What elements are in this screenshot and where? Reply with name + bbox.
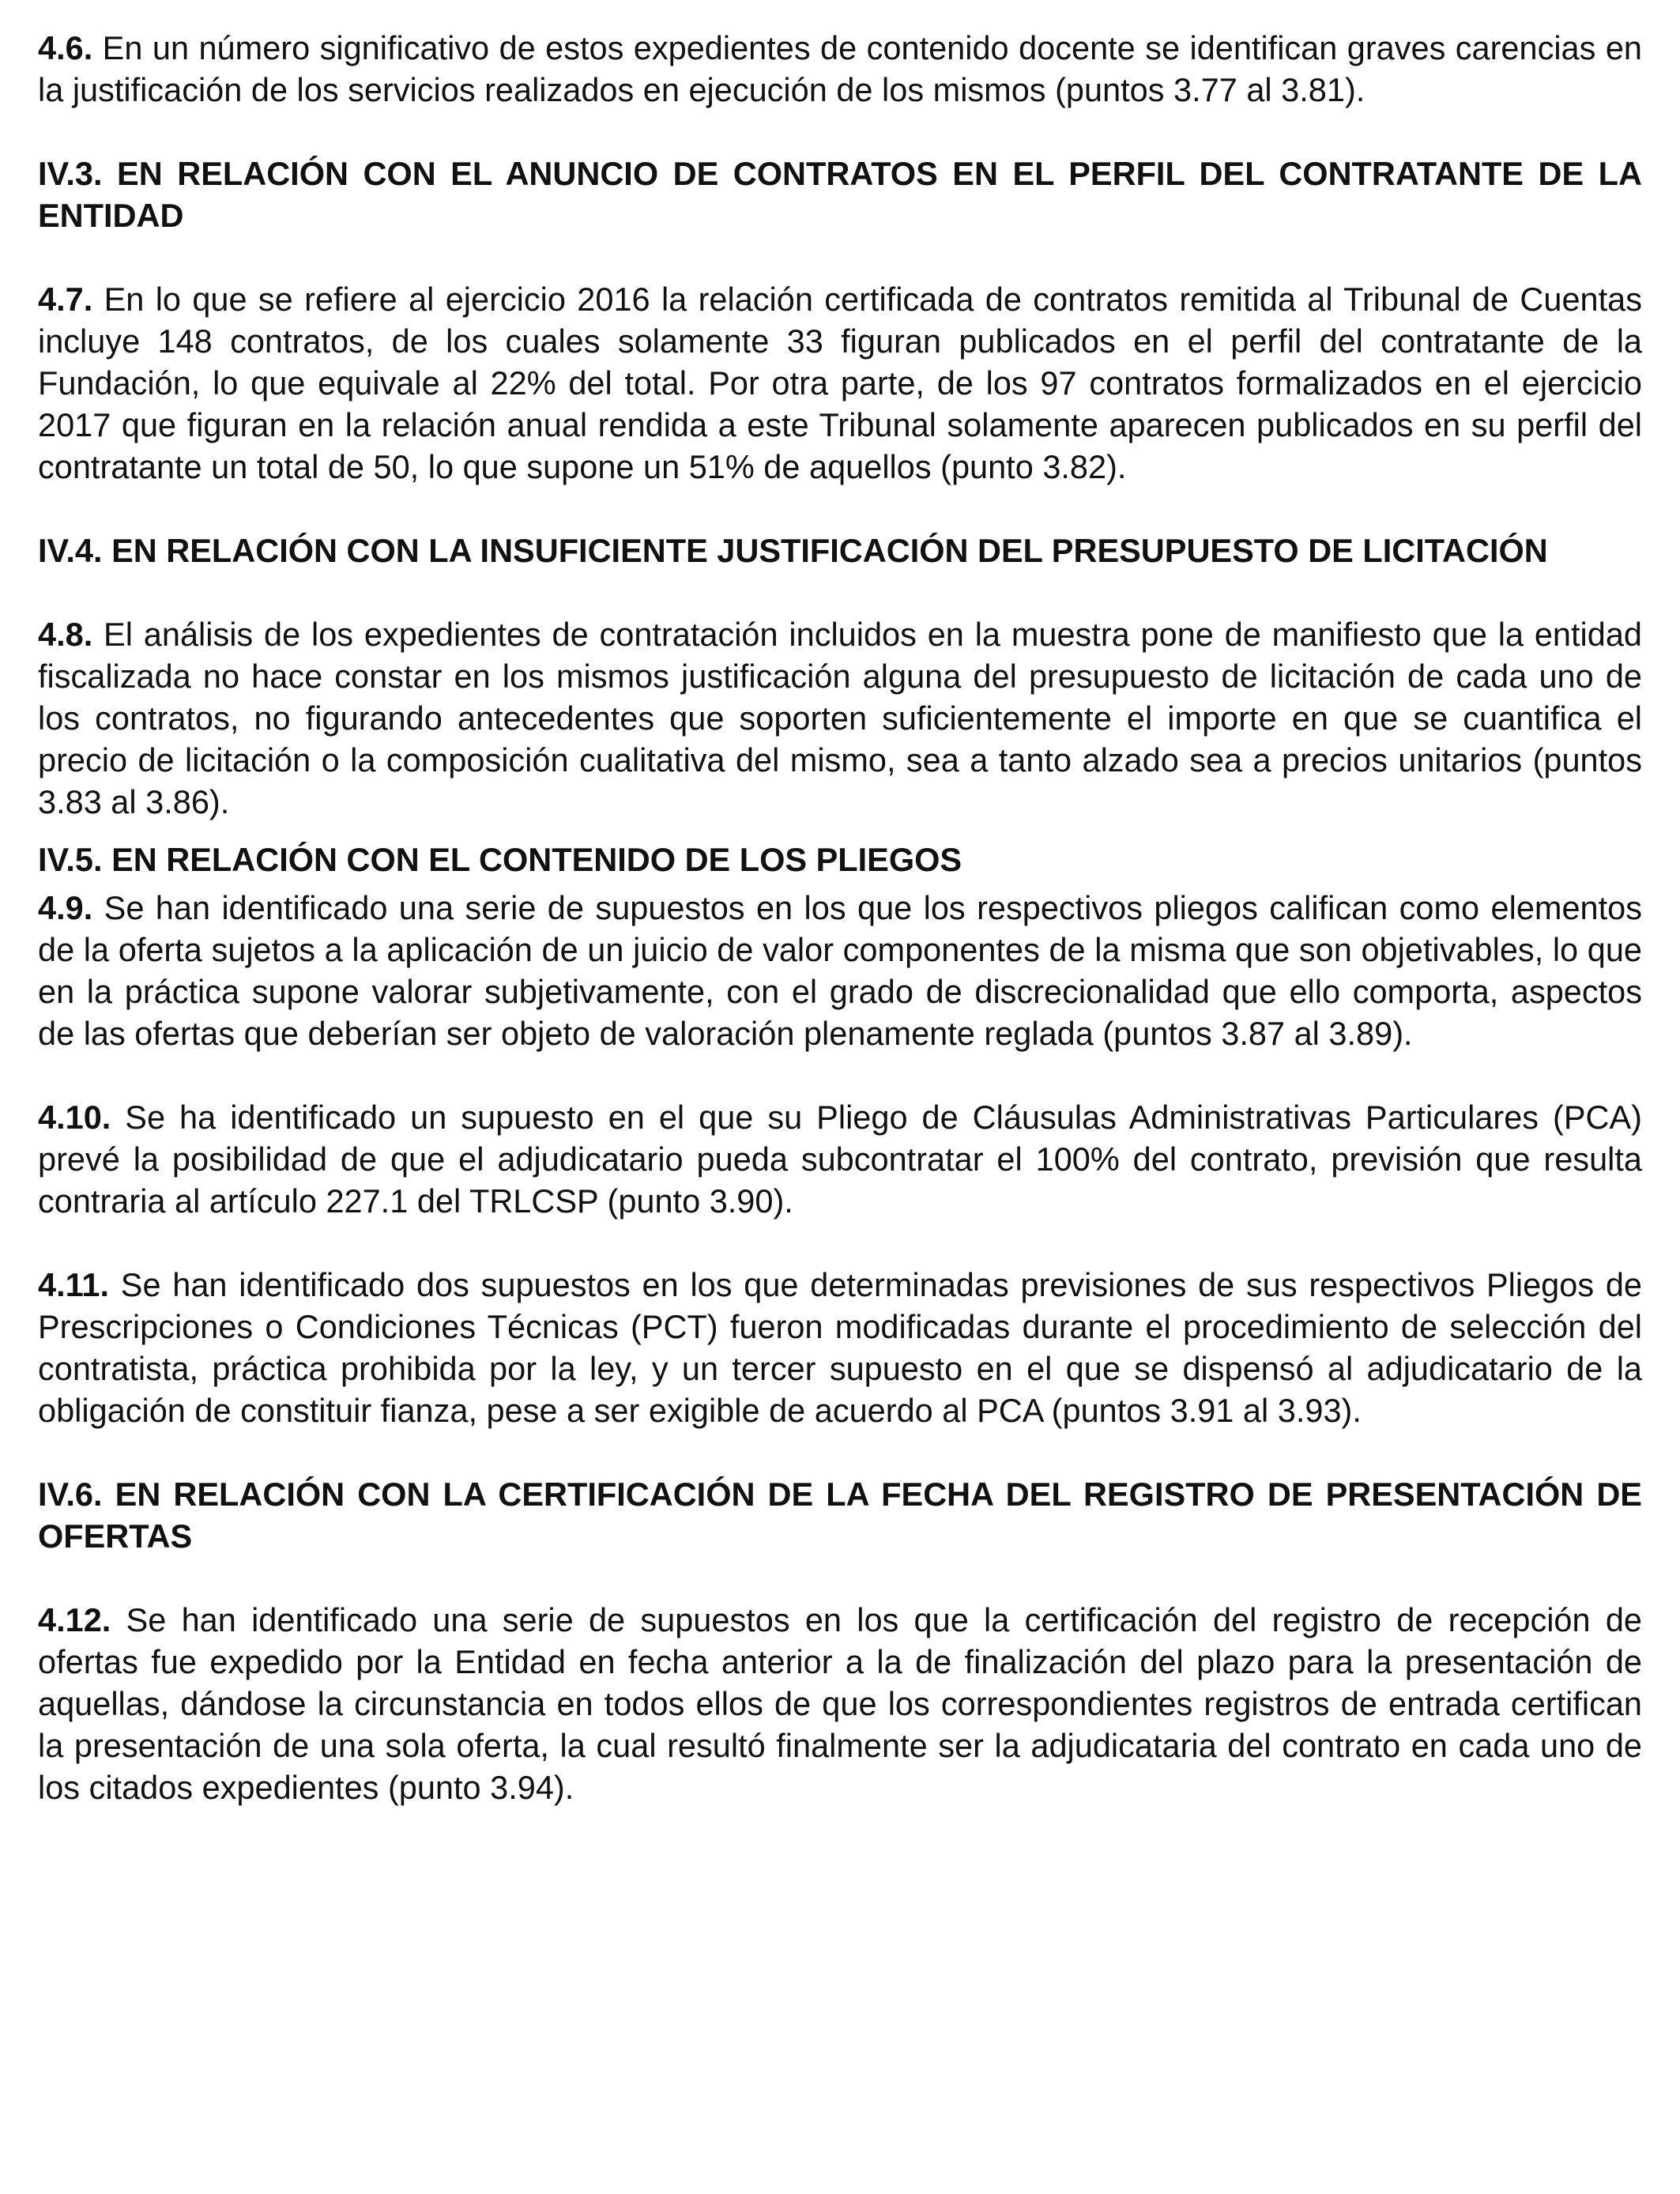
section-heading-iv-6: IV.6. EN RELACIÓN CON LA CERTIFICACIÓN DE LA FECHA DEL REGISTRO DE PRESENTACIÓN DE OFERTAS [38,1476,1642,1555]
paragraph-text: En un número significativo de estos expedientes de contenido docente se identifican graves carencias en la justificación de los servicios realizados en ejecución de los mismos (puntos 3.77 al 3.81). [38,29,1642,108]
paragraph-text: Se ha identificado un supuesto en el que su Pliego de Cláusulas Administrativas Particulares (PCA) prevé la posibilidad de que el adjudicatario pueda subcontratar el 100% del contrato, previsión que resulta contraria al artículo 227.1 del TRLCSP (punto 3.90). [38,1099,1642,1220]
section-heading-iv-4: IV.4. EN RELACIÓN CON LA INSUFICIENTE JUSTIFICACIÓN DEL PRESUPUESTO DE LICITACIÓN [38,532,1548,569]
paragraph-number: 4.8. [38,616,93,653]
paragraph-4-11 [38,1264,1642,1431]
paragraph-text: El análisis de los expedientes de contratación incluidos en la muestra pone de manifiesto que la entidad fiscalizada no hace constar en los mismos justificación alguna del presupuesto de licitación de cada uno de los contratos, no figurando antecedentes que soporten suficientemente el importe en que se cuantifica el precio de licitación o la composición cualitativa del mismo, sea a tanto alzado sea a precios unitarios (puntos 3.83 al 3.86). [38,616,1642,820]
paragraph-number: 4.12. [38,1601,111,1638]
paragraph-4-7 [38,278,1642,488]
section-heading-iv-3: IV.3. EN RELACIÓN CON EL ANUNCIO DE CONTRATOS EN EL PERFIL DEL CONTRATANTE DE LA ENTIDAD [38,155,1642,234]
paragraph-number: 4.7. [38,281,93,318]
paragraph-text: Se han identificado una serie de supuestos en los que los respectivos pliegos califican como elementos de la oferta sujetos a la aplicación de un juicio de valor componentes de la misma que son objetivables, lo que en la práctica supone valorar subjetivamente, con el grado de discrecionalidad que ello comporta, aspectos de las ofertas que deberían ser objeto de valoración plenamente reglada (puntos 3.87 al 3.89). [38,889,1642,1052]
document-page [38,27,1642,1808]
paragraph-4-8 [38,613,1642,823]
paragraph-4-9 [38,887,1642,1054]
paragraph-4-10 [38,1096,1642,1222]
paragraph-number: 4.6. [38,29,93,66]
paragraph-text: En lo que se refiere al ejercicio 2016 la relación certificada de contratos remitida al Tribunal de Cuentas incluye 148 contratos, de los cuales solamente 33 figuran publicados en el perfil del contratante de la Fundación, lo que equivale al 22% del total. Por otra parte, de los 97 contratos formalizados en el ejercicio 2017 que figuran en la relación anual rendida a este Tribunal solamente aparecen publicados en su perfil del contratante un total de 50, lo que supone un 51% de aquellos (punto 3.82). [38,281,1642,485]
paragraph-number: 4.9. [38,889,93,926]
paragraph-number: 4.10. [38,1099,111,1136]
paragraph-text: Se han identificado dos supuestos en los que determinadas previsiones de sus respectivos Pliegos de Prescripciones o Condiciones Técnicas (PCT) fueron modificadas durante el procedimiento de selección del contratista, práctica prohibida por la ley, y un tercer supuesto en el que se dispensó al adjudicatario de la obligación de constituir fianza, pese a ser exigible de acuerdo al PCA (puntos 3.91 al 3.93). [38,1266,1642,1429]
paragraph-4-12 [38,1599,1642,1808]
paragraph-number: 4.11. [38,1266,110,1303]
paragraph-text: Se han identificado una serie de supuestos en los que la certificación del registro de recepción de ofertas fue expedido por la Entidad en fecha anterior a la de finalización del plazo para la presentación de aquellas, dándose la circunstancia en todos ellos de que los correspondientes registros de entrada certifican la presentación de una sola oferta, la cual resultó finalmente ser la adjudicataria del contrato en cada uno de los citados expedientes (punto 3.94). [38,1601,1642,1806]
paragraph-4-6 [38,27,1642,111]
section-heading-iv-5: IV.5. EN RELACIÓN CON EL CONTENIDO DE LOS PLIEGOS [38,841,962,878]
